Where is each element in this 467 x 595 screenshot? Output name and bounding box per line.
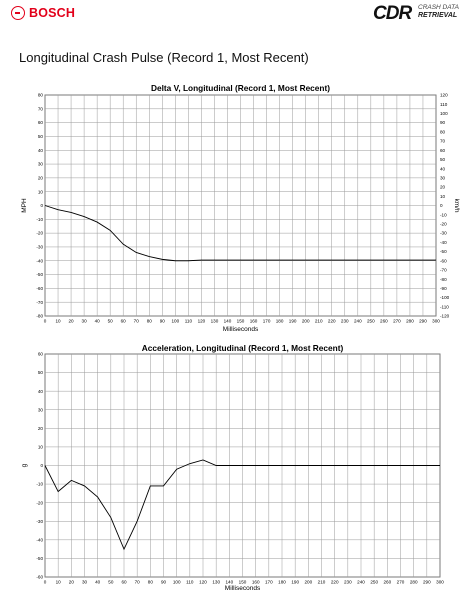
x-tick-label: 130: [210, 318, 219, 324]
x-tick-label: 70: [134, 579, 140, 585]
x-tick-label: 20: [68, 318, 74, 324]
x-tick-label: 170: [262, 318, 271, 324]
y2-tick-label: 80: [440, 129, 446, 135]
y-tick-label: 40: [37, 388, 43, 394]
x-tick-label: 240: [353, 318, 362, 324]
x-tick-label: 260: [383, 579, 392, 585]
y2-tick-label: 10: [440, 193, 446, 199]
x-tick-label: 200: [301, 318, 310, 324]
x-tick-label: 30: [81, 579, 88, 585]
x-tick-label: 300: [432, 318, 440, 324]
y2-tick-label: -10: [440, 212, 447, 218]
y2-tick-label: -70: [440, 267, 447, 273]
y2-tick-label: 70: [440, 138, 446, 144]
y-tick-label: 80: [37, 92, 43, 98]
x-tick-label: 190: [288, 318, 297, 324]
y-tick-label: -70: [36, 299, 43, 305]
y-tick-label: -20: [36, 500, 43, 506]
delta-v-chart: [21, 83, 460, 333]
y2-tick-label: -90: [440, 285, 447, 291]
x-tick-label: 90: [160, 579, 167, 585]
y-tick-label: 40: [37, 147, 43, 153]
y2-tick-label: -30: [440, 230, 447, 236]
x-tick-label: 30: [81, 318, 87, 324]
x-axis-label: Milliseconds: [224, 585, 261, 592]
x-tick-label: 40: [94, 318, 100, 324]
y2-tick-label: -60: [440, 258, 447, 264]
x-tick-label: 270: [393, 318, 401, 324]
chart-title: Acceleration, Longitudinal (Record 1, Most Recent): [141, 343, 344, 353]
y2-tick-label: 50: [440, 157, 446, 163]
x-tick-label: 0: [43, 318, 47, 324]
x-tick-label: 180: [275, 318, 284, 324]
y-tick-label: -80: [36, 313, 43, 319]
y2-tick-label: 60: [440, 147, 446, 153]
x-tick-label: 220: [327, 318, 336, 324]
y-tick-label: 50: [37, 134, 43, 140]
y2-tick-label: -40: [440, 239, 447, 245]
x-axis-label: Milliseconds: [222, 326, 259, 333]
y-axis-label: MPH: [21, 198, 28, 213]
x-tick-label: 110: [186, 579, 194, 585]
y-tick-label: -60: [36, 574, 43, 580]
x-tick-label: 120: [199, 579, 207, 585]
x-tick-label: 300: [436, 579, 444, 585]
x-tick-label: 100: [171, 318, 180, 324]
y-tick-label: -10: [36, 481, 43, 487]
x-tick-label: 10: [55, 318, 61, 324]
x-tick-label: 160: [249, 318, 258, 324]
y2-tick-label: -80: [440, 276, 447, 282]
x-tick-label: 50: [107, 318, 113, 324]
y-tick-label: -30: [36, 244, 43, 250]
chart-title: Delta V, Longitudinal (Record 1, Most Recent): [150, 83, 331, 93]
y2-axis-label: km/h: [453, 198, 460, 213]
y2-tick-label: -110: [440, 304, 449, 310]
x-tick-label: 290: [419, 318, 427, 324]
x-tick-label: 200: [304, 579, 313, 585]
y-tick-label: -30: [36, 518, 43, 524]
y2-tick-label: 100: [440, 111, 448, 117]
y2-tick-label: 110: [440, 101, 448, 107]
x-tick-label: 150: [238, 579, 247, 585]
y2-tick-label: -100: [440, 295, 450, 301]
page-title: Longitudinal Crash Pulse (Record 1, Most Recent): [19, 50, 309, 65]
y2-tick-label: 0: [440, 203, 443, 209]
y-tick-label: -50: [36, 272, 43, 278]
x-tick-label: 120: [197, 318, 206, 324]
x-tick-label: 70: [133, 318, 139, 324]
cdr-logo-icon: CDR: [373, 3, 412, 24]
x-tick-label: 140: [223, 318, 232, 324]
x-tick-label: 250: [366, 318, 375, 324]
x-tick-label: 270: [396, 579, 405, 585]
y2-tick-label: 20: [440, 184, 446, 190]
y2-tick-label: 40: [440, 166, 446, 172]
x-tick-label: 280: [409, 579, 418, 585]
y-tick-label: 30: [37, 407, 43, 413]
x-tick-label: 260: [380, 318, 388, 324]
y-tick-label: 20: [37, 175, 43, 181]
x-tick-label: 60: [121, 579, 127, 585]
y2-tick-label: -50: [440, 249, 447, 255]
x-tick-label: 240: [357, 579, 365, 585]
y2-tick-label: -120: [440, 313, 450, 319]
x-tick-label: 180: [278, 579, 286, 585]
x-tick-label: 90: [159, 318, 165, 324]
x-tick-label: 10: [55, 579, 61, 585]
y-tick-label: 10: [37, 189, 43, 195]
x-tick-label: 210: [317, 579, 326, 585]
y-tick-label: 20: [37, 425, 43, 431]
x-tick-label: 220: [330, 579, 339, 585]
x-tick-label: 0: [43, 579, 47, 585]
y-tick-label: 0: [40, 203, 43, 209]
x-tick-label: 230: [343, 579, 352, 585]
x-tick-label: 40: [95, 579, 101, 585]
y2-tick-label: 30: [440, 175, 446, 181]
bosch-logo-text: BOSCH: [29, 6, 76, 20]
y-tick-label: 30: [37, 161, 43, 167]
acceleration-chart: [21, 343, 444, 592]
x-tick-label: 100: [172, 579, 181, 585]
x-tick-label: 280: [406, 318, 414, 324]
y-tick-label: -50: [36, 556, 43, 562]
x-tick-label: 80: [146, 318, 152, 324]
y-tick-label: 10: [37, 444, 43, 450]
x-tick-label: 130: [212, 579, 221, 585]
x-tick-label: 140: [225, 579, 234, 585]
x-tick-label: 290: [422, 579, 431, 585]
y-tick-label: 70: [37, 106, 43, 112]
y-tick-label: 50: [37, 370, 43, 376]
x-tick-label: 20: [68, 579, 74, 585]
y-axis-label: g: [21, 463, 28, 468]
y2-tick-label: -20: [440, 221, 447, 227]
x-tick-label: 110: [184, 318, 193, 324]
y2-tick-label: 120: [440, 92, 448, 98]
x-tick-label: 230: [340, 318, 349, 324]
cdr-logo-line1: CRASH DATA: [418, 4, 459, 11]
cdr-logo-line2: RETRIEVAL: [418, 12, 458, 19]
y-tick-label: 60: [37, 351, 43, 357]
y-tick-label: -60: [36, 285, 43, 291]
x-tick-label: 170: [264, 579, 273, 585]
x-tick-label: 190: [291, 579, 300, 585]
x-tick-label: 60: [120, 318, 126, 324]
x-tick-label: 250: [370, 579, 379, 585]
x-tick-label: 160: [251, 579, 260, 585]
x-tick-label: 150: [236, 318, 245, 324]
y-tick-label: -40: [36, 258, 43, 264]
y-tick-label: -10: [36, 216, 43, 222]
y-tick-label: 0: [40, 463, 43, 469]
x-tick-label: 210: [314, 318, 323, 324]
y-tick-label: -40: [36, 537, 43, 543]
x-tick-label: 80: [147, 579, 153, 585]
y-tick-label: 60: [37, 120, 43, 126]
y-tick-label: -20: [36, 230, 43, 236]
y2-tick-label: 90: [440, 120, 446, 126]
x-tick-label: 50: [108, 579, 114, 585]
